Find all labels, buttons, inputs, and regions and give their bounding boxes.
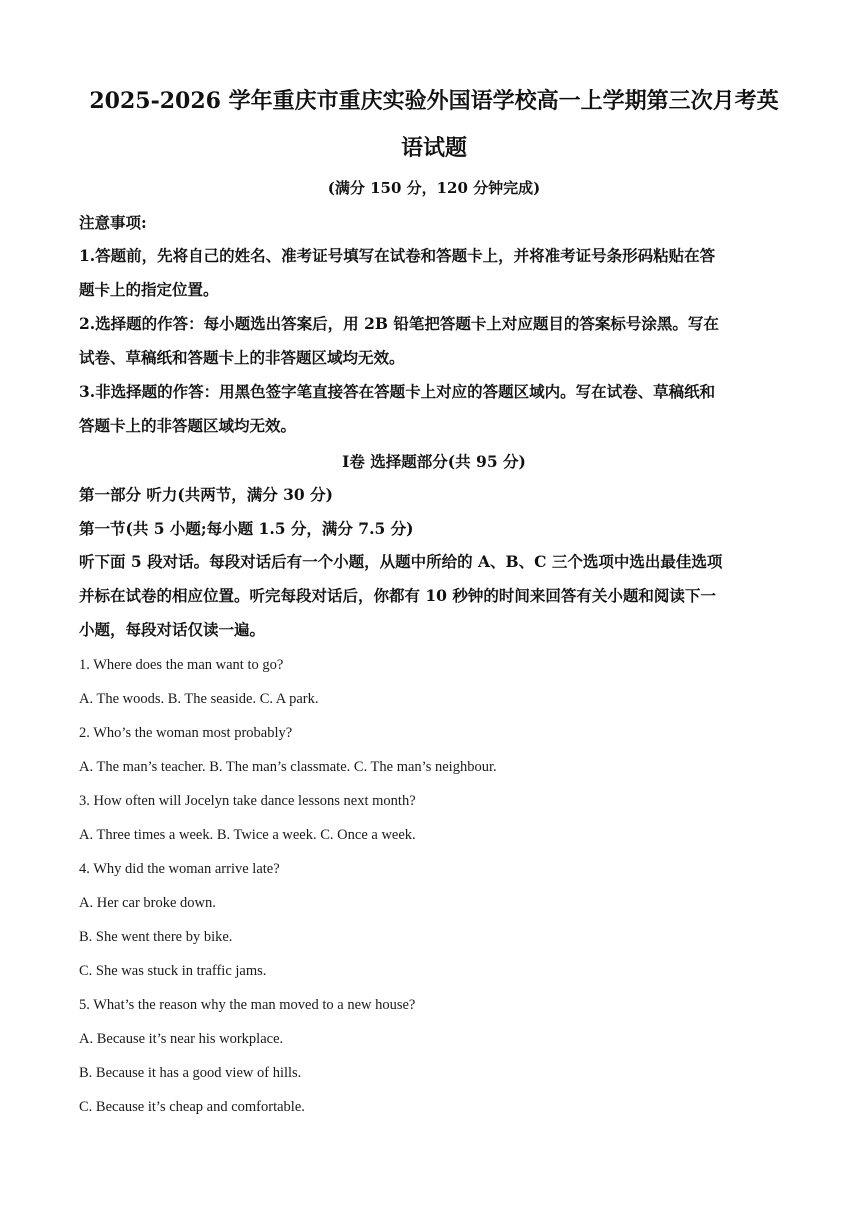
question-1: 1. Where does the man want to go? (79, 657, 284, 673)
instructions-line-2: 并标在试卷的相应位置。听完每段对话后，你都有 10 秒钟的时间来回答有关小题和阅读下一 (79, 586, 716, 605)
notice-item-3-line-1: 3.非选择题的作答：用黑色签字笔直接答在答题卡上对应的答题区域内。写在试卷、草稿纸和 (79, 382, 716, 401)
notice-item-1-line-1: 1.答题前，先将自己的姓名、准考证号填写在试卷和答题卡上，并将准考证号条形码粘贴在答 (79, 246, 716, 265)
notice-item-2-line-2: 试卷、草稿纸和答题卡上的非答题区域均无效。 (79, 348, 405, 367)
question-3-options: A. Three times a week. B. Twice a week. C. Once a week. (79, 827, 416, 843)
question-5: 5. What’s the reason why the man moved to a new house? (79, 997, 416, 1013)
notice-heading: 注意事项: (79, 213, 147, 232)
page-title-line-1: 2025-2026 学年重庆市重庆实验外国语学校高一上学期第三次月考英 (89, 88, 779, 114)
question-5-option-a: A. Because it’s near his workplace. (79, 1031, 284, 1047)
question-2: 2. Who’s the woman most probably? (79, 725, 293, 741)
notice-item-1-line-2: 题卡上的指定位置。 (79, 280, 219, 299)
score-time-note: (满分 150 分，120 分钟完成) (327, 179, 541, 197)
notice-item-3-line-2: 答题卡上的非答题区域均无效。 (79, 416, 297, 435)
question-2-options: A. The man’s teacher. B. The man’s classmate. C. The man’s neighbour. (79, 759, 497, 775)
question-5-option-b: B. Because it has a good view of hills. (79, 1065, 302, 1081)
question-5-option-c: C. Because it’s cheap and comfortable. (79, 1099, 305, 1115)
question-3: 3. How often will Jocelyn take dance lessons next month? (79, 793, 416, 809)
instructions-line-1: 听下面 5 段对话。每段对话后有一个小题，从题中所给的 A、B、C 三个选项中选出最佳选项 (79, 552, 723, 571)
question-4-option-c: C. She was stuck in traffic jams. (79, 963, 267, 979)
volume-heading: Ⅰ卷 选择题部分(共 95 分) (342, 452, 526, 471)
question-1-options: A. The woods. B. The seaside. C. A park. (79, 691, 319, 707)
notice-item-2-line-1: 2.选择题的作答：每小题选出答案后，用 2B 铅笔把答题卡上对应题目的答案标号涂黑。写在 (79, 314, 719, 333)
question-4: 4. Why did the woman arrive late? (79, 861, 280, 877)
question-4-option-b: B. She went there by bike. (79, 929, 233, 945)
part-1-heading: 第一部分 听力(共两节，满分 30 分) (79, 485, 333, 504)
section-1-heading: 第一节(共 5 小题;每小题 1.5 分，满分 7.5 分) (79, 519, 414, 538)
question-4-option-a: A. Her car broke down. (79, 895, 216, 911)
page-title-line-2: 语试题 (400, 135, 467, 161)
instructions-line-3: 小题，每段对话仅读一遍。 (79, 620, 266, 639)
